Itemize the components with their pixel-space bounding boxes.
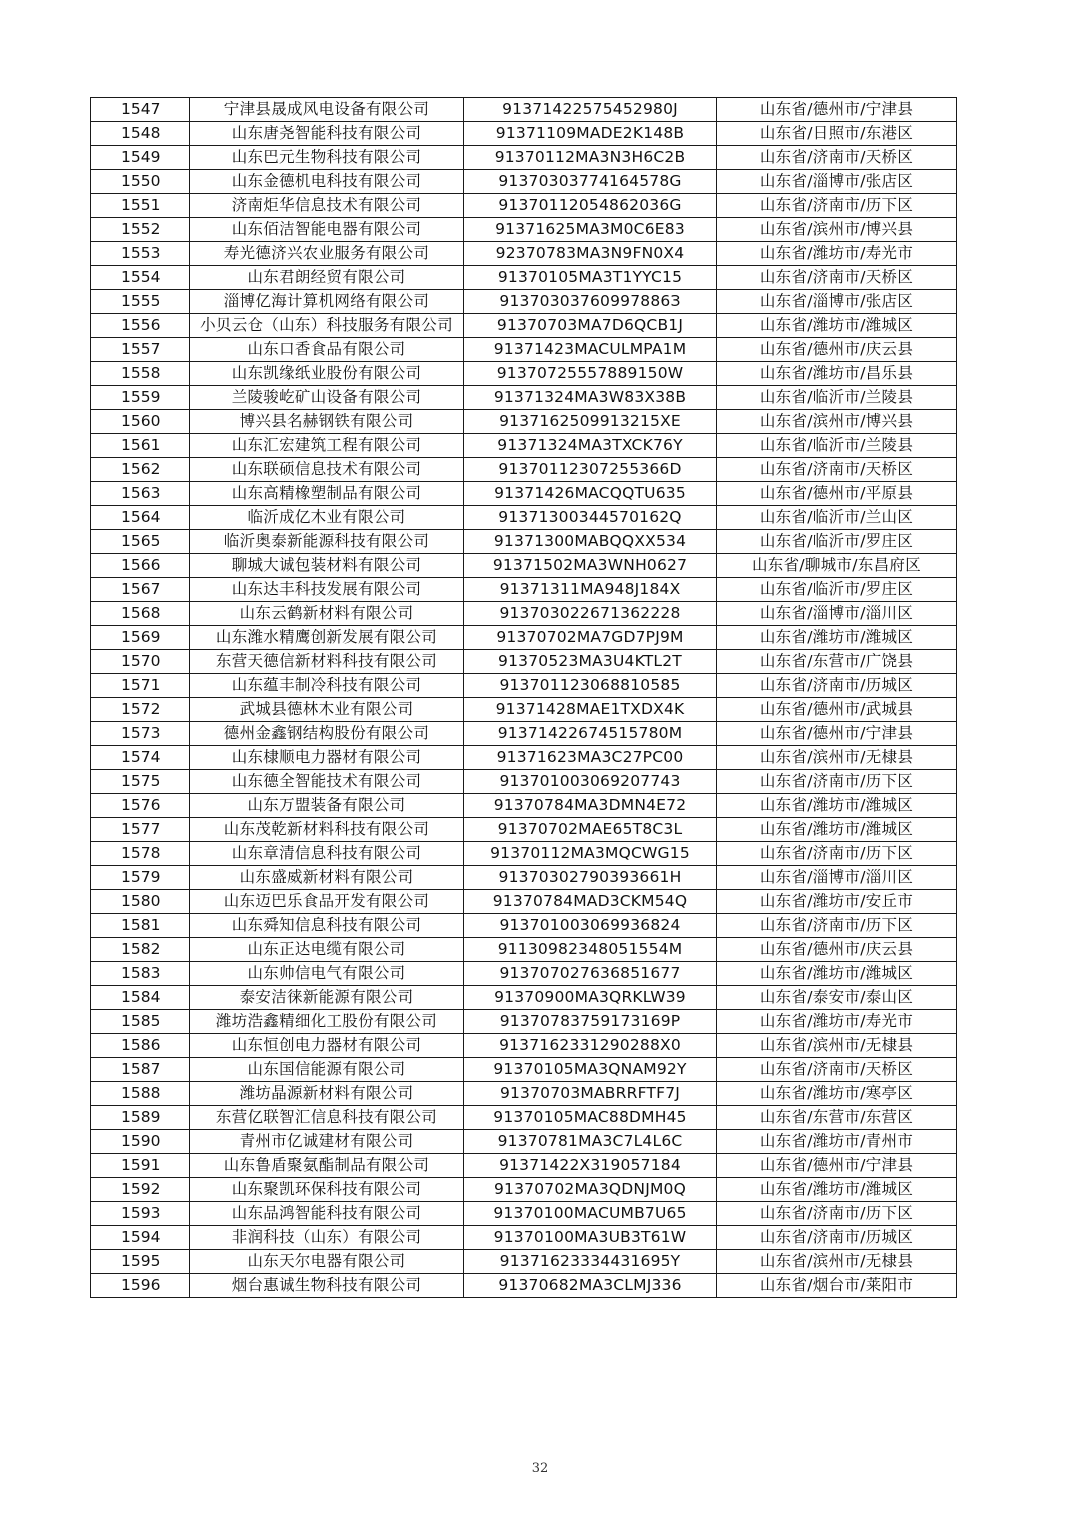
company-name-cell: 山东蕴丰制冷科技有限公司 <box>190 674 464 698</box>
region-cell: 山东省/济南市/历下区 <box>717 1202 957 1226</box>
table-row <box>91 434 957 458</box>
row-number-cell: 1563 <box>91 482 190 506</box>
credit-code-cell: 91370302790393661H <box>464 866 717 890</box>
region-cell: 山东省/东营市/东营区 <box>717 1106 957 1130</box>
credit-code-cell: 91371426MACQQTU635 <box>464 482 717 506</box>
row-number-cell: 1593 <box>91 1202 190 1226</box>
table-row <box>91 818 957 842</box>
credit-code-cell: 913707027636851677 <box>464 962 717 986</box>
credit-code-cell: 91370702MAE65T8C3L <box>464 818 717 842</box>
row-number-cell: 1561 <box>91 434 190 458</box>
company-name-cell: 潍坊浩鑫精细化工股份有限公司 <box>190 1010 464 1034</box>
table-row <box>91 602 957 626</box>
row-number-cell: 1551 <box>91 194 190 218</box>
credit-code-cell: 91370703MA7D6QCB1J <box>464 314 717 338</box>
region-cell: 山东省/临沂市/兰陵县 <box>717 386 957 410</box>
table-row <box>91 1058 957 1082</box>
table-row <box>91 314 957 338</box>
region-cell: 山东省/济南市/天桥区 <box>717 266 957 290</box>
credit-code-cell: 91371300344570162Q <box>464 506 717 530</box>
table-row <box>91 914 957 938</box>
credit-code-cell: 91371300MABQQXX534 <box>464 530 717 554</box>
company-name-cell: 山东高精橡塑制品有限公司 <box>190 482 464 506</box>
region-cell: 山东省/滨州市/无棣县 <box>717 746 957 770</box>
table-row <box>91 674 957 698</box>
company-name-cell: 山东国信能源有限公司 <box>190 1058 464 1082</box>
region-cell: 山东省/济南市/历城区 <box>717 674 957 698</box>
row-number-cell: 1564 <box>91 506 190 530</box>
company-name-cell: 山东联硕信息技术有限公司 <box>190 458 464 482</box>
region-cell: 山东省/德州市/宁津县 <box>717 722 957 746</box>
region-cell: 山东省/济南市/历城区 <box>717 1226 957 1250</box>
credit-code-cell: 91370702MA7GD7PJ9M <box>464 626 717 650</box>
table-row <box>91 1202 957 1226</box>
company-name-cell: 山东章清信息科技有限公司 <box>190 842 464 866</box>
region-cell: 山东省/烟台市/莱阳市 <box>717 1274 957 1298</box>
table-row <box>91 842 957 866</box>
region-cell: 山东省/济南市/天桥区 <box>717 458 957 482</box>
region-cell: 山东省/滨州市/无棣县 <box>717 1034 957 1058</box>
table-row <box>91 266 957 290</box>
credit-code-cell: 91370523MA3U4KTL2T <box>464 650 717 674</box>
region-cell: 山东省/潍坊市/青州市 <box>717 1130 957 1154</box>
row-number-cell: 1560 <box>91 410 190 434</box>
region-cell: 山东省/临沂市/兰山区 <box>717 506 957 530</box>
row-number-cell: 1592 <box>91 1178 190 1202</box>
company-name-cell: 山东巴元生物科技有限公司 <box>190 146 464 170</box>
credit-code-cell: 91370112MA3N3H6C2B <box>464 146 717 170</box>
row-number-cell: 1566 <box>91 554 190 578</box>
region-cell: 山东省/潍坊市/寿光市 <box>717 1010 957 1034</box>
company-name-cell: 山东恒创电力器材有限公司 <box>190 1034 464 1058</box>
region-cell: 山东省/潍坊市/寒亭区 <box>717 1082 957 1106</box>
table-row <box>91 1082 957 1106</box>
table-row <box>91 98 957 122</box>
credit-code-cell: 91370702MA3QDNJM0Q <box>464 1178 717 1202</box>
table-row <box>91 1010 957 1034</box>
region-cell: 山东省/潍坊市/潍城区 <box>717 1178 957 1202</box>
credit-code-cell: 91371423MACULMPA1M <box>464 338 717 362</box>
row-number-cell: 1570 <box>91 650 190 674</box>
row-number-cell: 1573 <box>91 722 190 746</box>
region-cell: 山东省/临沂市/罗庄区 <box>717 578 957 602</box>
row-number-cell: 1575 <box>91 770 190 794</box>
row-number-cell: 1586 <box>91 1034 190 1058</box>
region-cell: 山东省/德州市/宁津县 <box>717 98 957 122</box>
region-cell: 山东省/滨州市/博兴县 <box>717 218 957 242</box>
table-row <box>91 1154 957 1178</box>
row-number-cell: 1585 <box>91 1010 190 1034</box>
table-row <box>91 890 957 914</box>
row-number-cell: 1581 <box>91 914 190 938</box>
table-row <box>91 986 957 1010</box>
table-row <box>91 482 957 506</box>
table-row <box>91 650 957 674</box>
row-number-cell: 1552 <box>91 218 190 242</box>
company-name-cell: 东营亿联智汇信息科技有限公司 <box>190 1106 464 1130</box>
table-row <box>91 578 957 602</box>
table-row <box>91 194 957 218</box>
table-row <box>91 770 957 794</box>
region-cell: 山东省/淄博市/张店区 <box>717 170 957 194</box>
region-cell: 山东省/淄博市/淄川区 <box>717 866 957 890</box>
company-name-cell: 青州市亿诚建材有限公司 <box>190 1130 464 1154</box>
table-row <box>91 242 957 266</box>
company-name-cell: 山东万盟装备有限公司 <box>190 794 464 818</box>
credit-code-cell: 9137162331290288X0 <box>464 1034 717 1058</box>
table-row <box>91 1274 957 1298</box>
company-name-cell: 山东棣顺电力器材有限公司 <box>190 746 464 770</box>
region-cell: 山东省/日照市/东港区 <box>717 122 957 146</box>
credit-code-cell: 913701003069936824 <box>464 914 717 938</box>
credit-code-cell: 92370783MA3N9FN0X4 <box>464 242 717 266</box>
region-cell: 山东省/济南市/历下区 <box>717 842 957 866</box>
credit-code-cell: 91370725557889150W <box>464 362 717 386</box>
credit-code-cell: 91130982348051554M <box>464 938 717 962</box>
region-cell: 山东省/泰安市/泰山区 <box>717 986 957 1010</box>
table-row <box>91 218 957 242</box>
row-number-cell: 1596 <box>91 1274 190 1298</box>
table-row <box>91 698 957 722</box>
table-row <box>91 1226 957 1250</box>
company-name-cell: 山东天尔电器有限公司 <box>190 1250 464 1274</box>
region-cell: 山东省/淄博市/张店区 <box>717 290 957 314</box>
credit-code-cell: 91370100MACUMB7U65 <box>464 1202 717 1226</box>
table-row <box>91 506 957 530</box>
company-name-cell: 山东聚凯环保科技有限公司 <box>190 1178 464 1202</box>
table-row <box>91 626 957 650</box>
row-number-cell: 1594 <box>91 1226 190 1250</box>
row-number-cell: 1574 <box>91 746 190 770</box>
company-name-cell: 宁津县晟成风电设备有限公司 <box>190 98 464 122</box>
credit-code-cell: 91370784MAD3CKM54Q <box>464 890 717 914</box>
row-number-cell: 1588 <box>91 1082 190 1106</box>
table-row <box>91 1178 957 1202</box>
company-name-cell: 山东潍水精鹰创新发展有限公司 <box>190 626 464 650</box>
region-cell: 山东省/德州市/宁津县 <box>717 1154 957 1178</box>
company-name-cell: 武城县德林木业有限公司 <box>190 698 464 722</box>
table-row <box>91 554 957 578</box>
row-number-cell: 1553 <box>91 242 190 266</box>
row-number-cell: 1589 <box>91 1106 190 1130</box>
company-name-cell: 山东盛威新材料有限公司 <box>190 866 464 890</box>
credit-code-cell: 913701123068810585 <box>464 674 717 698</box>
region-cell: 山东省/济南市/历下区 <box>717 770 957 794</box>
credit-code-cell: 91370100MA3UB3T61W <box>464 1226 717 1250</box>
company-name-cell: 泰安洁徕新能源有限公司 <box>190 986 464 1010</box>
company-list-table <box>90 97 957 1298</box>
row-number-cell: 1562 <box>91 458 190 482</box>
table-row <box>91 1034 957 1058</box>
row-number-cell: 1554 <box>91 266 190 290</box>
company-name-cell: 山东唐尧智能科技有限公司 <box>190 122 464 146</box>
row-number-cell: 1569 <box>91 626 190 650</box>
table-row <box>91 530 957 554</box>
region-cell: 山东省/潍坊市/潍城区 <box>717 794 957 818</box>
credit-code-cell: 91371422575452980J <box>464 98 717 122</box>
credit-code-cell: 91371324MA3TXCK76Y <box>464 434 717 458</box>
region-cell: 山东省/潍坊市/潍城区 <box>717 818 957 842</box>
region-cell: 山东省/潍坊市/潍城区 <box>717 962 957 986</box>
row-number-cell: 1587 <box>91 1058 190 1082</box>
row-number-cell: 1557 <box>91 338 190 362</box>
company-name-cell: 山东金德机电科技有限公司 <box>190 170 464 194</box>
table-row <box>91 746 957 770</box>
table-row <box>91 122 957 146</box>
table-row <box>91 866 957 890</box>
company-name-cell: 山东汇宏建筑工程有限公司 <box>190 434 464 458</box>
region-cell: 山东省/济南市/天桥区 <box>717 146 957 170</box>
credit-code-cell: 91370112054862036G <box>464 194 717 218</box>
credit-code-cell: 91371109MADE2K148B <box>464 122 717 146</box>
company-name-cell: 潍坊晶源新材料有限公司 <box>190 1082 464 1106</box>
row-number-cell: 1591 <box>91 1154 190 1178</box>
table-row <box>91 962 957 986</box>
credit-code-cell: 91370783759173169P <box>464 1010 717 1034</box>
table-row <box>91 338 957 362</box>
region-cell: 山东省/临沂市/兰陵县 <box>717 434 957 458</box>
region-cell: 山东省/潍坊市/安丘市 <box>717 890 957 914</box>
credit-code-cell: 913701003069207743 <box>464 770 717 794</box>
credit-code-cell: 91371623334431695Y <box>464 1250 717 1274</box>
credit-code-cell: 91370105MA3T1YYC15 <box>464 266 717 290</box>
table-row <box>91 1106 957 1130</box>
company-name-cell: 山东云鹤新材料有限公司 <box>190 602 464 626</box>
company-name-cell: 聊城大诚包装材料有限公司 <box>190 554 464 578</box>
company-name-cell: 山东凯缘纸业股份有限公司 <box>190 362 464 386</box>
credit-code-cell: 91370900MA3QRKLW39 <box>464 986 717 1010</box>
row-number-cell: 1576 <box>91 794 190 818</box>
region-cell: 山东省/滨州市/无棣县 <box>717 1250 957 1274</box>
region-cell: 山东省/临沂市/罗庄区 <box>717 530 957 554</box>
company-name-cell: 山东达丰科技发展有限公司 <box>190 578 464 602</box>
row-number-cell: 1549 <box>91 146 190 170</box>
credit-code-cell: 91370112MA3MQCWG15 <box>464 842 717 866</box>
table-row <box>91 1130 957 1154</box>
company-name-cell: 山东德全智能技术有限公司 <box>190 770 464 794</box>
region-cell: 山东省/济南市/历下区 <box>717 914 957 938</box>
row-number-cell: 1548 <box>91 122 190 146</box>
table-row <box>91 410 957 434</box>
company-name-cell: 淄博亿海计算机网络有限公司 <box>190 290 464 314</box>
credit-code-cell: 91371625MA3M0C6E83 <box>464 218 717 242</box>
row-number-cell: 1565 <box>91 530 190 554</box>
credit-code-cell: 91371428MAE1TXDX4K <box>464 698 717 722</box>
company-name-cell: 山东品鸿智能科技有限公司 <box>190 1202 464 1226</box>
table-body <box>91 98 957 1298</box>
company-name-cell: 山东佰洁智能电器有限公司 <box>190 218 464 242</box>
credit-code-cell: 91370703MABRRFTF7J <box>464 1082 717 1106</box>
region-cell: 山东省/潍坊市/潍城区 <box>717 314 957 338</box>
table-row <box>91 458 957 482</box>
row-number-cell: 1572 <box>91 698 190 722</box>
row-number-cell: 1584 <box>91 986 190 1010</box>
company-name-cell: 济南炬华信息技术有限公司 <box>190 194 464 218</box>
row-number-cell: 1547 <box>91 98 190 122</box>
region-cell: 山东省/淄博市/淄川区 <box>717 602 957 626</box>
company-name-cell: 山东舜知信息科技有限公司 <box>190 914 464 938</box>
row-number-cell: 1577 <box>91 818 190 842</box>
row-number-cell: 1580 <box>91 890 190 914</box>
row-number-cell: 1559 <box>91 386 190 410</box>
credit-code-cell: 91370303760997886З <box>464 290 717 314</box>
company-name-cell: 东营天德信新材料科技有限公司 <box>190 650 464 674</box>
region-cell: 山东省/德州市/平原县 <box>717 482 957 506</box>
region-cell: 山东省/德州市/武城县 <box>717 698 957 722</box>
region-cell: 山东省/潍坊市/昌乐县 <box>717 362 957 386</box>
company-name-cell: 德州金鑫钢结构股份有限公司 <box>190 722 464 746</box>
row-number-cell: 1558 <box>91 362 190 386</box>
row-number-cell: 1582 <box>91 938 190 962</box>
company-name-cell: 山东君朗经贸有限公司 <box>190 266 464 290</box>
table-row <box>91 1250 957 1274</box>
row-number-cell: 1567 <box>91 578 190 602</box>
credit-code-cell: 91371311MA948J184X <box>464 578 717 602</box>
row-number-cell: 1568 <box>91 602 190 626</box>
page-number: 32 <box>531 1461 549 1476</box>
row-number-cell: 1571 <box>91 674 190 698</box>
row-number-cell: 1556 <box>91 314 190 338</box>
row-number-cell: 1550 <box>91 170 190 194</box>
company-name-cell: 兰陵骏屹矿山设备有限公司 <box>190 386 464 410</box>
company-name-cell: 小贝云仓（山东）科技服务有限公司 <box>190 314 464 338</box>
region-cell: 山东省/潍坊市/潍城区 <box>717 626 957 650</box>
credit-code-cell: 91370105MA3QNAM92Y <box>464 1058 717 1082</box>
table-row <box>91 386 957 410</box>
credit-code-cell: 913703022671362228 <box>464 602 717 626</box>
company-name-cell: 山东鲁盾聚氨酯制品有限公司 <box>190 1154 464 1178</box>
company-name-cell: 临沂奥泰新能源科技有限公司 <box>190 530 464 554</box>
credit-code-cell: 91370303774164578G <box>464 170 717 194</box>
company-name-cell: 山东正达电缆有限公司 <box>190 938 464 962</box>
table-row <box>91 938 957 962</box>
credit-code-cell: 9137162509913215XE <box>464 410 717 434</box>
region-cell: 山东省/德州市/庆云县 <box>717 338 957 362</box>
credit-code-cell: 91370112307255366D <box>464 458 717 482</box>
table-row <box>91 290 957 314</box>
credit-code-cell: 91371623MA3C27PC00 <box>464 746 717 770</box>
company-name-cell: 寿光德济兴农业服务有限公司 <box>190 242 464 266</box>
table-row <box>91 362 957 386</box>
company-name-cell: 山东茂乾新材料科技有限公司 <box>190 818 464 842</box>
region-cell: 山东省/济南市/历下区 <box>717 194 957 218</box>
region-cell: 山东省/滨州市/博兴县 <box>717 410 957 434</box>
company-name-cell: 烟台惠诚生物科技有限公司 <box>190 1274 464 1298</box>
table-row <box>91 170 957 194</box>
credit-code-cell: 91371422674515780M <box>464 722 717 746</box>
credit-code-cell: 91370105MAC88DMH45 <box>464 1106 717 1130</box>
region-cell: 山东省/东营市/广饶县 <box>717 650 957 674</box>
region-cell: 山东省/潍坊市/寿光市 <box>717 242 957 266</box>
table-row <box>91 146 957 170</box>
row-number-cell: 1555 <box>91 290 190 314</box>
credit-code-cell: 91371324MA3W83X38B <box>464 386 717 410</box>
row-number-cell: 1590 <box>91 1130 190 1154</box>
table-row <box>91 722 957 746</box>
row-number-cell: 1595 <box>91 1250 190 1274</box>
company-name-cell: 博兴县名赫钢铁有限公司 <box>190 410 464 434</box>
credit-code-cell: 91371502MA3WNH0627 <box>464 554 717 578</box>
region-cell: 山东省/德州市/庆云县 <box>717 938 957 962</box>
credit-code-cell: 91370682MA3CLMJ336 <box>464 1274 717 1298</box>
credit-code-cell: 91370784MA3DMN4E72 <box>464 794 717 818</box>
credit-code-cell: 91370781MA3C7L4L6C <box>464 1130 717 1154</box>
company-name-cell: 非润科技（山东）有限公司 <box>190 1226 464 1250</box>
row-number-cell: 1579 <box>91 866 190 890</box>
company-name-cell: 山东帅信电气有限公司 <box>190 962 464 986</box>
company-name-cell: 山东口香食品有限公司 <box>190 338 464 362</box>
row-number-cell: 1583 <box>91 962 190 986</box>
table-row <box>91 794 957 818</box>
region-cell: 山东省/聊城市/东昌府区 <box>717 554 957 578</box>
credit-code-cell: 91371422X319057184 <box>464 1154 717 1178</box>
row-number-cell: 1578 <box>91 842 190 866</box>
region-cell: 山东省/济南市/天桥区 <box>717 1058 957 1082</box>
company-name-cell: 山东迈巴乐食品开发有限公司 <box>190 890 464 914</box>
company-name-cell: 临沂成亿木业有限公司 <box>190 506 464 530</box>
